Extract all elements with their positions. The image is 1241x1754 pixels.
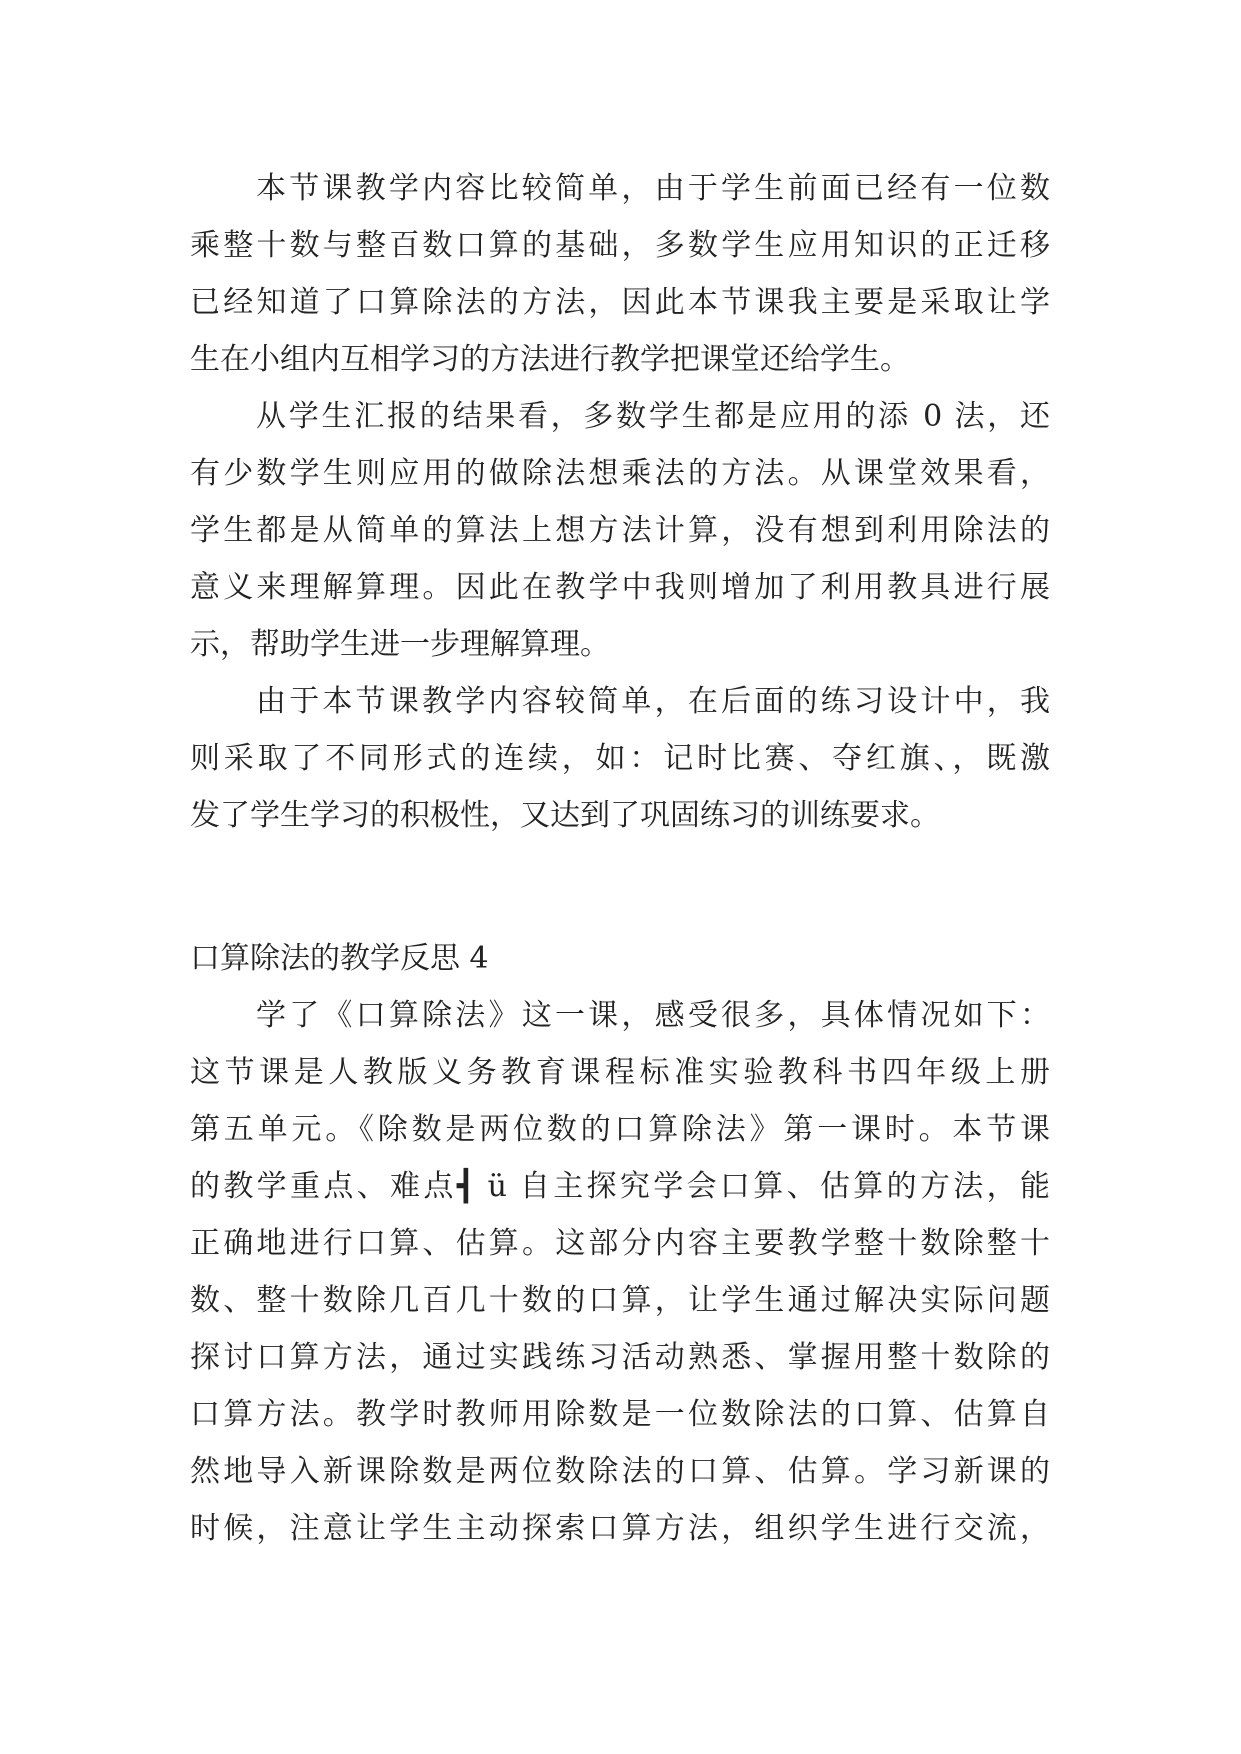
paragraph-2	[190, 388, 1050, 673]
text-line: 示，帮助学生进一步理解算理。	[190, 627, 610, 662]
text-line: 学了《口算除法》这一课，感受很多，具体情况如下：	[256, 998, 1050, 1033]
text-line: 探讨口算方法，通过实践练习活动熟悉、掌握用整十数除的	[190, 1340, 1050, 1375]
text-line: 数、整十数除几百几十数的口算，让学生通过解决实际问题	[190, 1283, 1050, 1318]
text-line: 时候，注意让学生主动探索口算方法，组织学生进行交流，	[190, 1511, 1050, 1546]
text-line: 已经知道了口算除法的方法，因此本节课我主要是采取让学	[190, 285, 1050, 320]
text-line: 意义来理解算理。因此在教学中我则增加了利用教具进行展	[190, 570, 1050, 605]
text-line: 正确地进行口算、估算。这部分内容主要教学整十数除整十	[190, 1226, 1050, 1261]
text-line: 口算方法。教学时教师用除数是一位数除法的口算、估算自	[190, 1397, 1050, 1432]
paragraph-3	[190, 673, 1050, 844]
text-line: 学生都是从简单的算法上想方法计算，没有想到利用除法的	[190, 513, 1050, 548]
text-line: 生在小组内互相学习的方法进行教学把课堂还给学生。	[190, 342, 910, 377]
document-page	[190, 160, 1050, 1557]
text-line: 的教学重点、难点┫ ü 自主探究学会口算、估算的方法，能	[190, 1169, 1050, 1204]
text-line: 有少数学生则应用的做除法想乘法的方法。从课堂效果看，	[190, 456, 1050, 491]
section-spacer	[190, 844, 1050, 930]
text-line: 由于本节课教学内容较简单，在后面的练习设计中，我	[256, 684, 1050, 719]
paragraph-1	[190, 160, 1050, 388]
text-line: 发了学生学习的积极性，又达到了巩固练习的训练要求。	[190, 798, 940, 833]
paragraph-4	[190, 987, 1050, 1557]
text-line: 乘整十数与整百数口算的基础，多数学生应用知识的正迁移	[190, 228, 1050, 263]
text-line: 第五单元。《除数是两位数的口算除法》第一课时。本节课	[190, 1112, 1050, 1147]
section-title: 口算除法的教学反思 4	[190, 941, 489, 976]
text-line: 本节课教学内容比较简单，由于学生前面已经有一位数	[256, 171, 1050, 206]
text-line: 则采取了不同形式的连续，如：记时比赛、夺红旗、，既激	[190, 741, 1050, 776]
text-line: 然地导入新课除数是两位数除法的口算、估算。学习新课的	[190, 1454, 1050, 1489]
text-line: 从学生汇报的结果看，多数学生都是应用的添 0 法，还	[256, 399, 1050, 434]
text-line: 这节课是人教版义务教育课程标准实验教科书四年级上册	[190, 1055, 1050, 1090]
